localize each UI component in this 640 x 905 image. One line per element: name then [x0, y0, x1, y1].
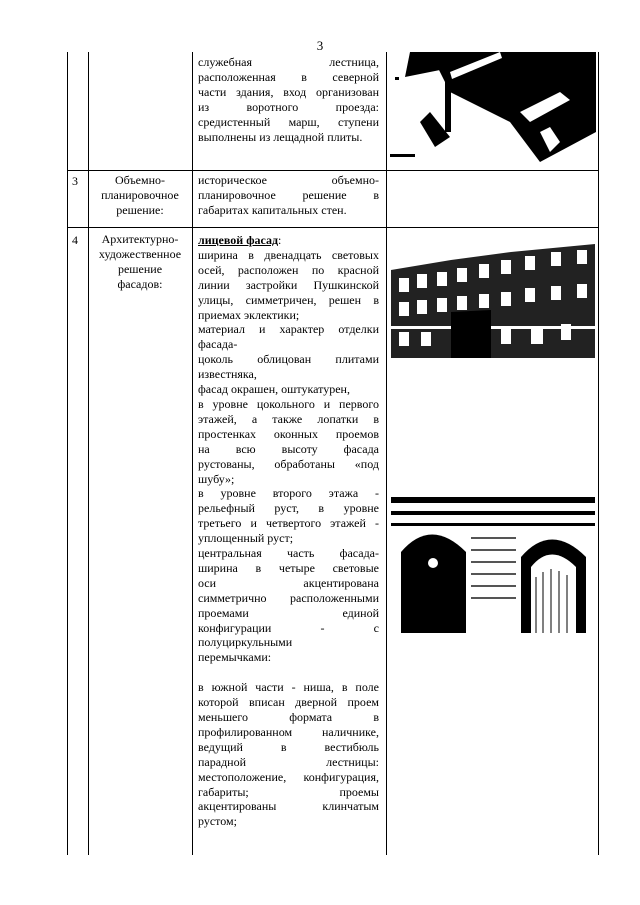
text-line: планировочное решение в — [198, 187, 379, 202]
text-line: третьего и четвертого этажей - — [198, 516, 379, 531]
table-border-right — [598, 52, 599, 855]
text-line: улицы, симметричен, решен в — [198, 292, 379, 307]
text-line: в уровне второго этажа - — [198, 486, 379, 501]
text-line: Архитектурно- — [101, 232, 179, 246]
facade-heading: лицевой фасад — [198, 233, 279, 247]
text-line: историческое объемно- — [198, 173, 379, 187]
text-line: материал и характер отделки — [198, 322, 379, 337]
text-line: которой вписан дверной проем — [198, 695, 379, 710]
row-0-description — [198, 55, 379, 144]
text-line: конфигурации - с — [198, 620, 379, 635]
row-4-name — [90, 232, 190, 292]
text-line: части здания, вход организован — [198, 84, 379, 99]
text-line: центральная часть фасада- — [198, 546, 379, 561]
text-line: цоколь облицован плитами — [198, 352, 379, 367]
text-line: Объемно- — [114, 173, 165, 187]
text-line: в южной части - ниша, в поле — [198, 680, 379, 695]
text-line: ширина в двенадцать световых — [198, 247, 379, 262]
text-line: осей, расположен по красной — [198, 262, 379, 277]
text-line: решение — [117, 261, 163, 276]
text-line: габаритах капитальных стен. — [198, 202, 347, 217]
text-line: фасад окрашен, оштукатурен, — [198, 382, 350, 397]
text-line: ширина в четыре световые — [198, 560, 379, 575]
row-divider-2 — [67, 227, 599, 228]
text-line: полуциркульными — [198, 635, 293, 650]
staircase-photo — [390, 52, 596, 162]
table-border-col2 — [192, 52, 193, 855]
page-number: 3 — [316, 38, 324, 53]
text-line: перемычками: — [198, 650, 272, 665]
text-line: этажей, а также лопатки в — [198, 411, 379, 426]
text-line: акцентированы клинчатым — [198, 799, 379, 814]
text-line: проемами единой — [198, 605, 379, 620]
text-line: шубу»; — [198, 471, 235, 486]
text-line: средистенный марш, ступени — [198, 114, 379, 129]
row-3-number: 3 — [72, 174, 78, 188]
text-line: местоположение, конфигурация, — [198, 769, 379, 784]
table-border-col1 — [88, 52, 89, 855]
row-4-number: 4 — [72, 233, 78, 247]
text-line: служебная лестница, — [198, 55, 379, 69]
row-divider-1 — [67, 170, 599, 171]
text-line: меньшего формата в — [198, 709, 379, 724]
row-3-name — [90, 173, 190, 218]
text-line: выполнены из лещадной плиты. — [198, 129, 363, 144]
text-line: ведущий в вестибюль — [198, 739, 379, 754]
text-line: симметрично расположенными — [198, 590, 379, 605]
arched-doorways-photo — [391, 497, 595, 633]
text-line: художественное — [98, 246, 182, 261]
table-border-left — [67, 52, 68, 855]
text-line: из воротного проезда: — [198, 99, 379, 114]
text-line: профилированном наличнике, — [198, 724, 379, 739]
text-line: простенках оконных проемов — [198, 426, 379, 441]
row-4-description — [198, 233, 379, 829]
text-line: планировочное — [101, 187, 179, 202]
row-3-description — [198, 173, 379, 218]
blank-line — [198, 665, 379, 680]
table-border-col3 — [386, 52, 387, 855]
text-line: известняка, — [198, 367, 257, 382]
heading-colon: : — [278, 233, 282, 247]
text-line: уплощенный руст; — [198, 531, 294, 546]
text-line: рустом; — [198, 814, 237, 829]
text-line: на всю высоту фасада — [198, 441, 379, 456]
text-line: парадной лестницы: — [198, 754, 379, 769]
text-line: оси акцентирована — [198, 575, 379, 590]
text-line: расположенная в северной — [198, 69, 379, 84]
text-line: рельефный руст, в уровне — [198, 501, 379, 516]
facade-photo — [391, 242, 595, 358]
text-line: решение: — [116, 202, 164, 217]
text-line: фасада- — [198, 337, 238, 352]
heading-line — [198, 233, 379, 248]
text-line: рустованы, обработаны «под — [198, 456, 379, 471]
text-line: габариты; проемы — [198, 784, 379, 799]
text-line: в уровне цокольного и первого — [198, 396, 379, 411]
text-line: приемах эклектики; — [198, 307, 300, 322]
text-line: фасадов: — [117, 276, 163, 291]
text-line: линии застройки Пушкинской — [198, 277, 379, 292]
